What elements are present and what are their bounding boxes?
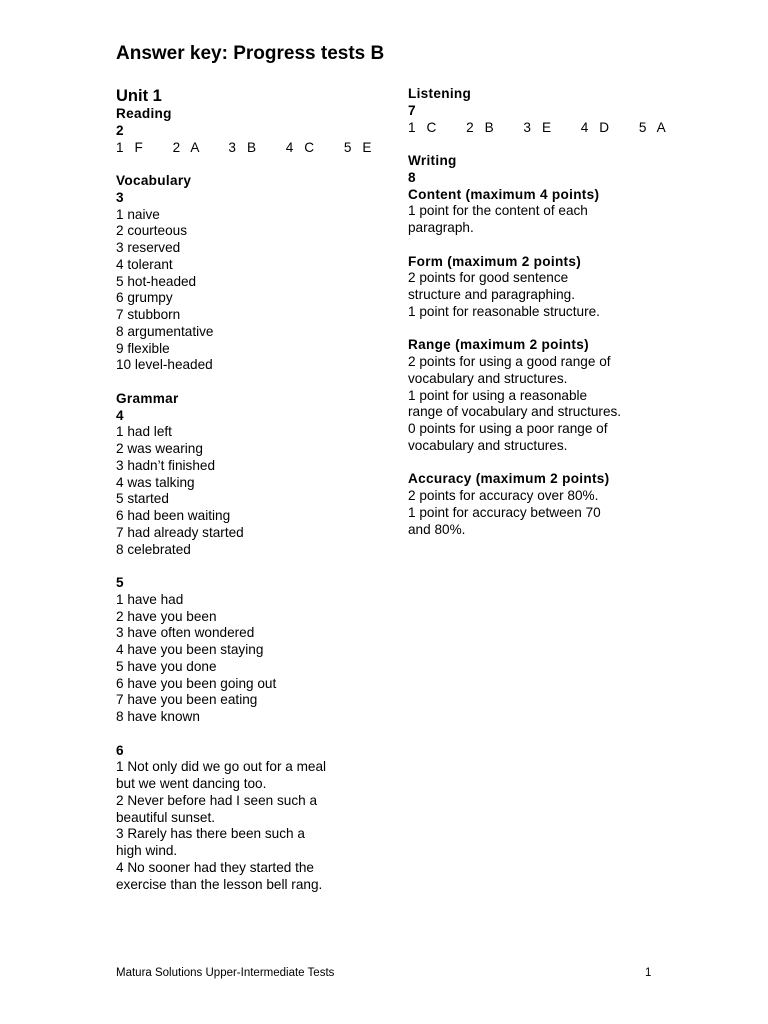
answer-line: 2 points for good sentence [408,270,569,286]
section-heading: Grammar [116,390,179,406]
section-vocabulary [116,173,386,374]
footer-page-number: 1 [645,967,652,979]
answer-line: 6 have you been going out [116,675,277,691]
answer-line: beautiful sunset. [116,809,215,825]
answer-line: 0 points for using a poor range of [408,421,608,436]
section-exercise-3 [116,575,386,726]
section-heading: Form (maximum 2 points) [408,253,582,269]
answer-line: 3 Rarely has there been such a [116,826,305,842]
answer-line: and 80%. [408,521,466,537]
answer-line: 1 C 2 B 3 E 4 D 5 A [408,119,668,135]
answer-line: 10 level-headed [116,357,213,373]
answer-line: 1 point for accuracy between 70 [408,504,601,520]
page-title: Answer key: Progress tests B [116,43,385,64]
exercise-number: 8 [408,169,416,185]
answer-line: 7 had already started [116,524,244,540]
answer-line: 1 point for reasonable structure. [408,303,600,319]
exercise-number: 6 [116,742,124,758]
section-heading: Content (maximum 4 points) [408,186,600,202]
section-range-maximum-2-points [408,337,668,454]
answer-line: 5 hot-headed [116,273,197,289]
answer-line: high wind. [116,843,178,858]
answer-line: 2 was wearing [116,441,203,456]
answer-line: 1 F 2 A 3 B 4 C 5 E [116,139,374,155]
answer-line: 4 tolerant [116,256,173,272]
answer-line: 5 have you done [116,658,217,674]
answer-line: exercise than the lesson bell rang. [116,876,323,892]
answer-line: 2 Never before had I seen such a [116,792,318,808]
section-content-maximum-4-points [408,187,668,237]
section-heading: Reading [116,106,172,121]
answer-line: 6 grumpy [116,290,173,306]
answer-line: 1 naive [116,206,160,222]
answer-line: vocabulary and structures. [408,437,568,453]
answer-line: 3 have often wondered [116,625,255,641]
answer-line: 9 flexible [116,340,170,356]
answer-line: 3 hadn’t finished [116,457,216,473]
answer-line: 4 was talking [116,474,195,490]
exercise-number: 7 [408,102,416,118]
section-reading [116,106,386,156]
section-accuracy-maximum-2-points [408,471,668,538]
answer-line: vocabulary and structures. [408,370,568,386]
section-heading: Accuracy (maximum 2 points) [408,471,610,487]
answer-line: 3 reserved [116,240,181,255]
unit-title: Unit 1 [116,87,162,105]
section-listening [408,86,668,136]
answer-line: structure and paragraphing. [408,287,576,302]
answer-line: 2 courteous [116,223,188,239]
section-form-maximum-2-points [408,254,668,321]
answer-line: 1 Not only did we go out for a meal [116,759,327,775]
answer-line: paragraph. [408,220,474,235]
section-heading: Listening [408,86,472,101]
section-writing [408,153,668,187]
section-heading: Writing [408,153,457,168]
answer-line: 1 point for using a reasonable [408,387,588,403]
answer-line: 2 points for accuracy over 80%. [408,488,599,503]
answer-line: 1 point for the content of each [408,203,588,219]
exercise-number: 4 [116,407,124,423]
answer-line: 5 started [116,491,169,507]
answer-line: 8 have known [116,709,200,724]
answer-line: 2 have you been [116,608,217,624]
answer-line: 2 points for using a good range of [408,354,611,369]
exercise-number: 2 [116,122,124,138]
left-column [116,86,386,910]
answer-line: 7 have you been eating [116,692,258,708]
answer-line: 4 No sooner had they started the [116,859,314,875]
answer-line: 8 celebrated [116,541,191,557]
exercise-number: 3 [116,189,124,205]
answer-line: 8 argumentative [116,323,214,339]
answer-line: 1 have had [116,591,184,607]
answer-line: but we went dancing too. [116,776,267,791]
section-heading: Range (maximum 2 points) [408,337,589,353]
answer-line: 6 had been waiting [116,508,231,523]
answer-line: 1 had left [116,424,172,440]
answer-line: range of vocabulary and structures. [408,404,622,420]
answer-line: 7 stubborn [116,307,181,322]
answer-line: 4 have you been staying [116,642,264,657]
footer-source: Matura Solutions Upper-Intermediate Tests [116,967,335,979]
section-exercise-4 [116,743,386,894]
section-grammar [116,391,386,559]
right-column [408,86,668,555]
section-heading: Vocabulary [116,173,192,188]
exercise-number: 5 [116,575,124,590]
